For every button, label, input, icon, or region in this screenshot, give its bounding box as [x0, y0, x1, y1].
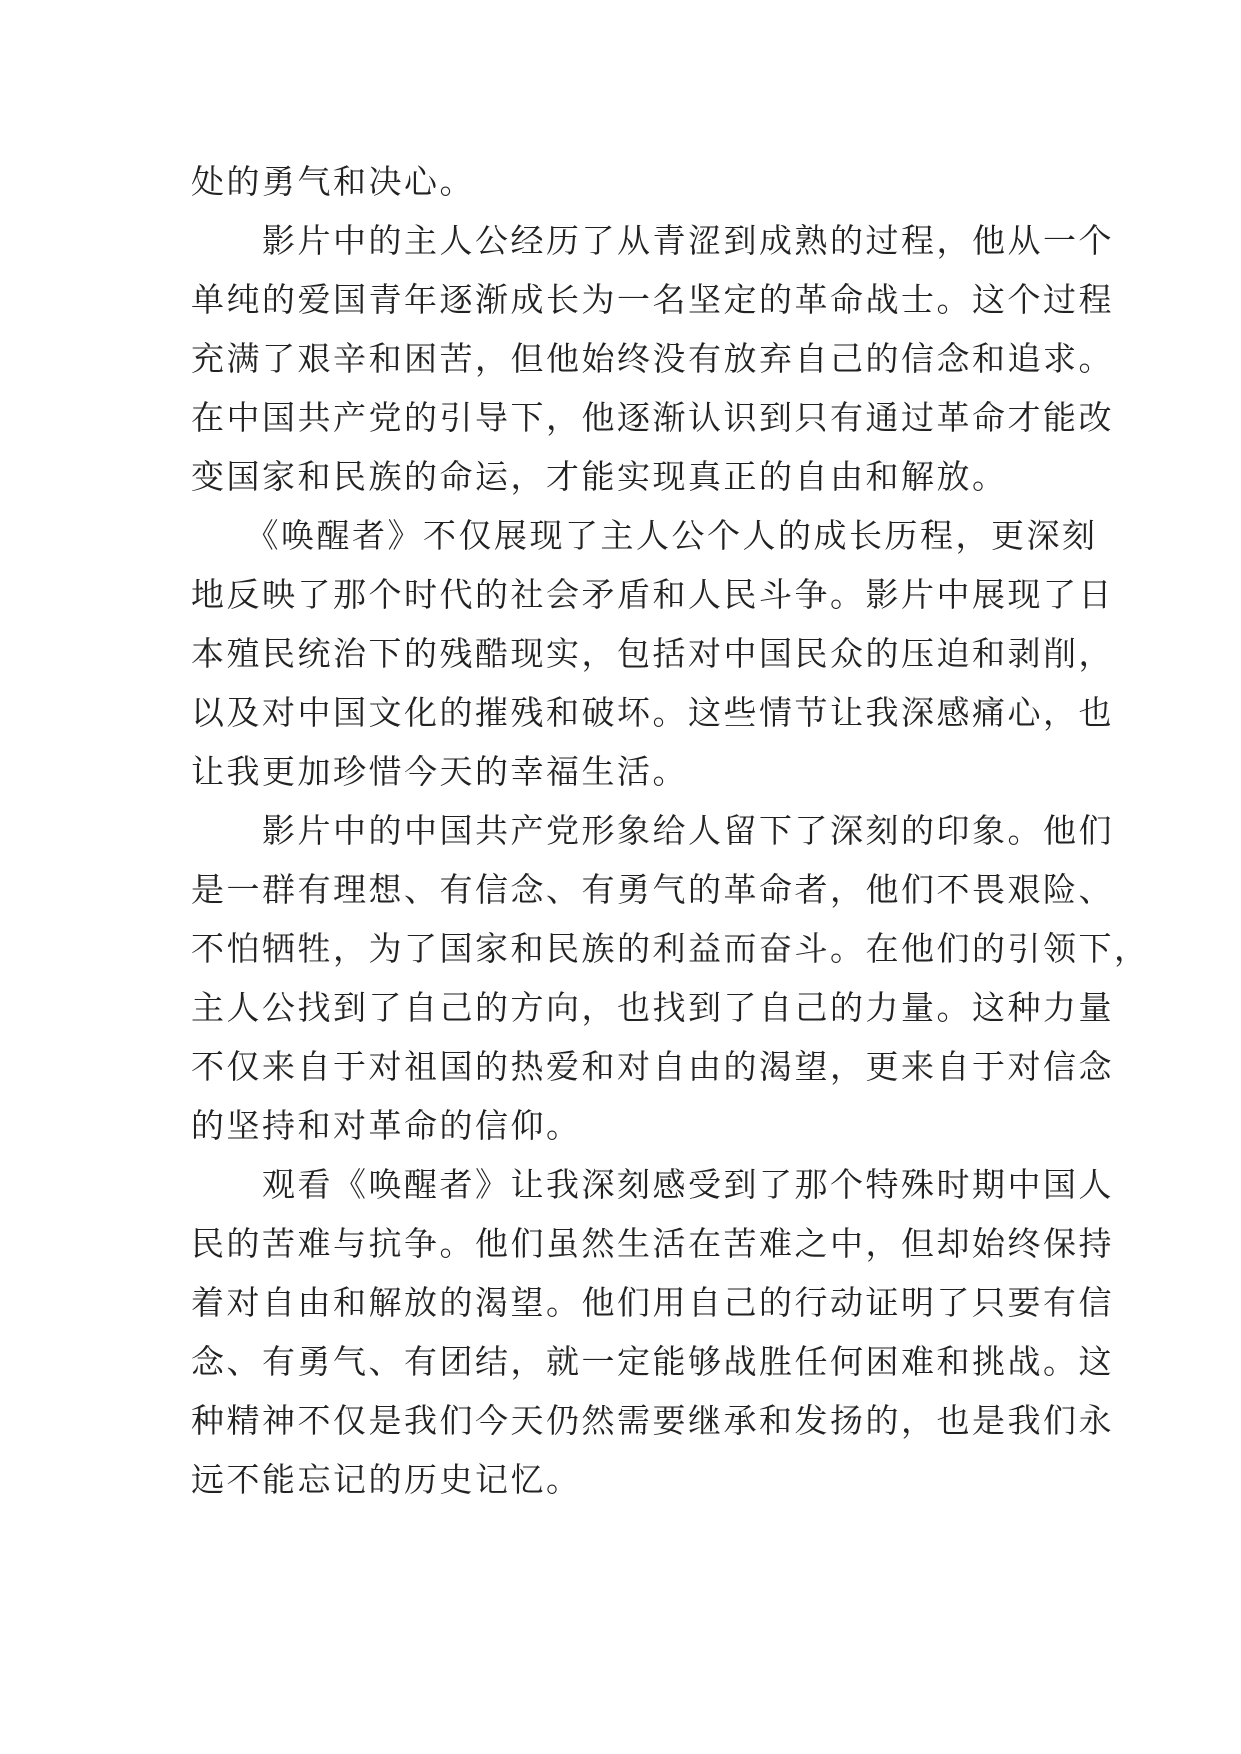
- text-line: 影片中的中国共产党形象给人留下了深刻的印象。他们: [191, 811, 1114, 850]
- text-line: 主人公找到了自己的方向，也找到了自己的力量。这种力量: [191, 988, 1114, 1027]
- text-line: 不怕牺牲，为了国家和民族的利益而奋斗。在他们的引领下，: [191, 929, 1150, 968]
- text-line: 念、有勇气、有团结，就一定能够战胜任何困难和挑战。这: [191, 1342, 1114, 1381]
- text-line: 处的勇气和决心。: [191, 162, 475, 201]
- text-line: 种精神不仅是我们今天仍然需要继承和发扬的，也是我们永: [191, 1401, 1114, 1440]
- text-line: 观看《唤醒者》让我深刻感受到了那个特殊时期中国人: [191, 1165, 1114, 1204]
- text-line: 是一群有理想、有信念、有勇气的革命者，他们不畏艰险、: [191, 870, 1114, 909]
- text-line: 充满了艰辛和困苦，但他始终没有放弃自己的信念和追求。: [191, 339, 1114, 378]
- text-line: 影片中的主人公经历了从青涩到成熟的过程，他从一个: [191, 221, 1114, 260]
- text-line: 单纯的爱国青年逐渐成长为一名坚定的革命战士。这个过程: [191, 280, 1114, 319]
- text-line: 远不能忘记的历史记忆。: [191, 1460, 582, 1499]
- text-line: 让我更加珍惜今天的幸福生活。: [191, 752, 688, 791]
- text-line: 以及对中国文化的摧残和破坏。这些情节让我深感痛心，也: [191, 693, 1114, 732]
- text-line: 《唤醒者》不仅展现了主人公个人的成长历程，更深刻: [191, 516, 1098, 555]
- body-text: [191, 152, 1150, 1509]
- text-line: 民的苦难与抗争。他们虽然生活在苦难之中，但却始终保持: [191, 1224, 1114, 1263]
- text-line: 地反映了那个时代的社会矛盾和人民斗争。影片中展现了日: [191, 575, 1114, 614]
- text-line: 的坚持和对革命的信仰。: [191, 1106, 582, 1145]
- text-line: 着对自由和解放的渴望。他们用自己的行动证明了只要有信: [191, 1283, 1114, 1322]
- text-line: 在中国共产党的引导下，他逐渐认识到只有通过革命才能改: [191, 398, 1114, 437]
- text-line: 变国家和民族的命运，才能实现真正的自由和解放。: [191, 457, 1008, 496]
- text-line: 本殖民统治下的残酷现实，包括对中国民众的压迫和剥削，: [191, 634, 1114, 673]
- text-line: 不仅来自于对祖国的热爱和对自由的渴望，更来自于对信念: [191, 1047, 1114, 1086]
